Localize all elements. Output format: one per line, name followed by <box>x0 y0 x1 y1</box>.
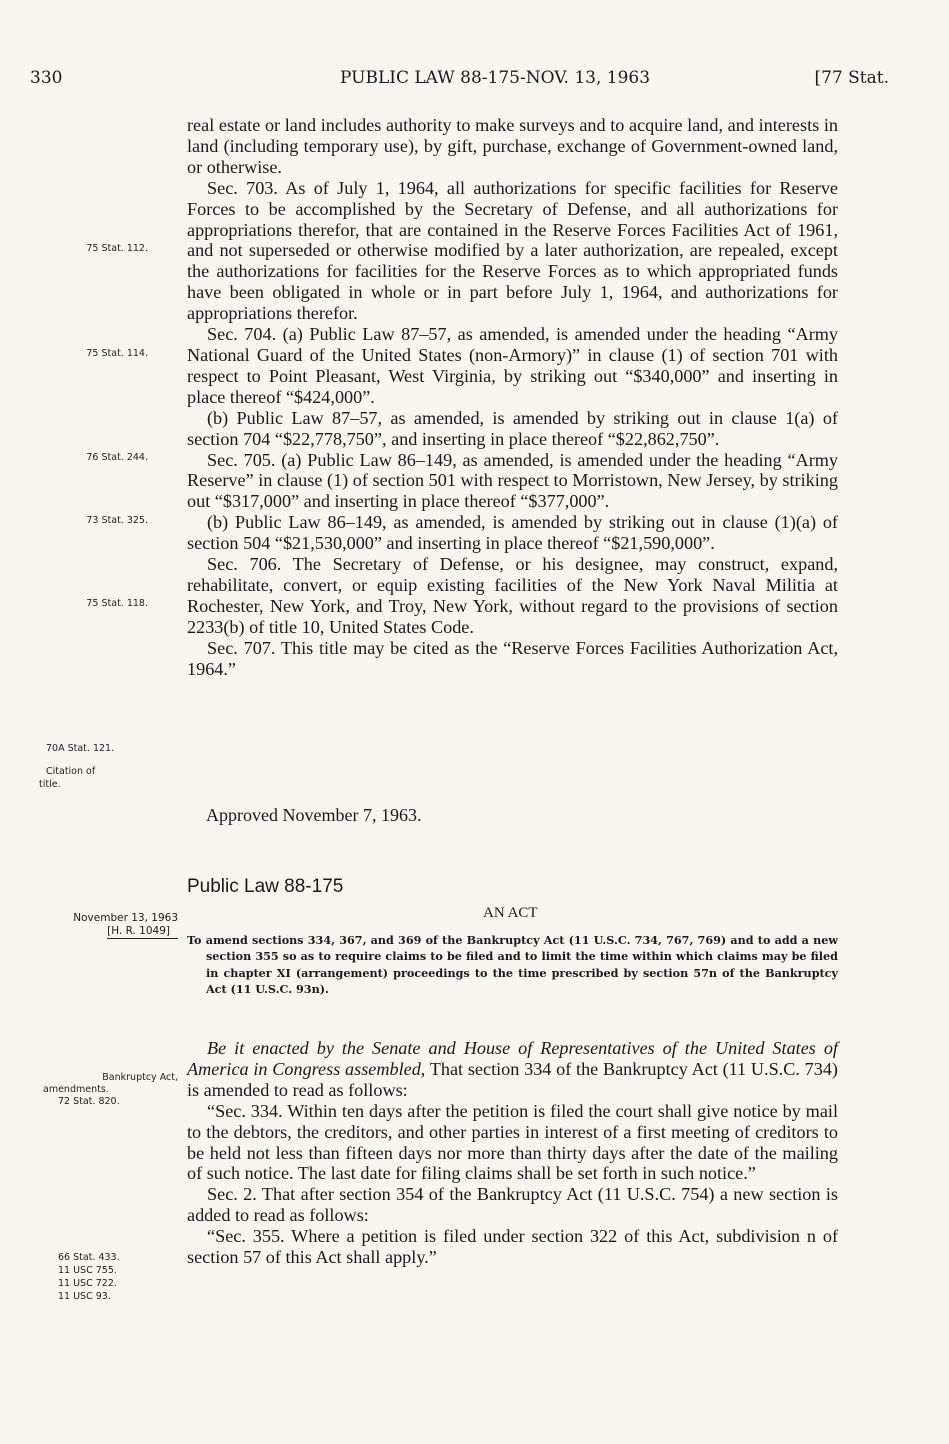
paragraph-sec-705a: Sec. 705. (a) Public Law 86–149, as amended, is amended under the heading “Army Reserve” in clause (1) of section 501 with respect to Morristown, New Jersey, by striking out “$317,000” and inserting in place thereof “$377,000”. <box>187 449 838 512</box>
margin-note: 75 Stat. 118. <box>86 598 148 609</box>
law-title: Public Law 88-175 <box>187 876 344 897</box>
paragraph-sec-334: “Sec. 334. Within ten days after the petition is filed the court shall give notice by mail to the debtors, the creditors, and other parties in interest of a first meeting of creditors to be held not less than fifteen days nor more than thirty days after the date of the mailing of such notice. The last date for filing claims shall be set forth in such notice.” <box>187 1100 838 1184</box>
approval-date: Approved November 7, 1963. <box>206 805 422 825</box>
enacting-text: That section 334 of the Bankruptcy Act (11 U.S.C. 734) is amended to read as follows: <box>187 1058 838 1100</box>
margin-note: 72 Stat. 820. <box>58 1096 120 1107</box>
page-number: 330 <box>30 68 63 88</box>
margin-note: Citation of <box>46 766 96 777</box>
purpose-text: To amend sections 334, 367, and 369 of the Bankruptcy Act (11 U.S.C. 734, 767, 769) and to add a new section 355 so as to require claims to be filed and to limit the time within which claims may be filed in chapter XI (arrangement) proceedings to the time prescribed by section 57n of the Bankruptcy Act (11 U.S.C. 93n). <box>187 933 838 997</box>
enactment-date: November 13, 1963 <box>73 912 178 924</box>
paragraph-sec-703: Sec. 703. As of July 1, 1964, all authorizations for specific facilities for Reserve Forces to be accomplished by the Secretary of Defense, and all authorizations for appropriations therefor, that are contained in the Reserve Forces Facilities Act of 1961, and not superseded or otherwise modified by a later authorization, are repealed, except the authorizations for facilities for the Reserve Forces as to which appropriated funds have been obligated in whole or in part before July 1, 1964, and authorizations for appropriations therefor. <box>187 177 838 324</box>
paragraph-sec-704b: (b) Public Law 87–57, as amended, is amended by striking out in clause 1(a) of section 704 “$22,778,750”, and inserting in place thereof “$22,862,750”. <box>187 407 838 449</box>
enacting-formula: Be it enacted by the Senate and House of Representatives of the United States of America in Congress assembled, <box>187 1038 838 1079</box>
page-header <box>30 68 889 92</box>
paragraph-sec-355: “Sec. 355. Where a petition is filed under section 322 of this Act, subdivision n of section 57 of this Act shall apply.” <box>187 1226 838 1268</box>
margin-note: Bankruptcy Act, <box>102 1072 178 1083</box>
margin-note: 11 USC 93. <box>58 1291 111 1302</box>
an-act-heading: AN ACT <box>483 905 538 921</box>
paragraph-sec-2: Sec. 2. That after section 354 of the Bankruptcy Act (11 U.S.C. 754) a new section is added to read as follows: <box>187 1184 838 1226</box>
margin-note: 70A Stat. 121. <box>46 743 115 754</box>
act-purpose <box>187 932 838 998</box>
margin-note: title. <box>39 779 61 790</box>
paragraph-sec-705b: (b) Public Law 86–149, as amended, is amended by striking out in clause (1)(a) of section 504 “$21,530,000” and inserting in place thereof “$21,590,000”. <box>187 512 838 554</box>
margin-note: 11 USC 722. <box>58 1278 117 1289</box>
section-continued-text <box>187 115 838 679</box>
margin-note: 66 Stat. 433. <box>58 1252 120 1263</box>
paragraph: real estate or land includes authority to make surveys and to acquire land, and interests in land (including temporary use), by gift, purchase, exchange of Government-owned land, or otherwise. <box>187 115 838 177</box>
paragraph-sec-704a: Sec. 704. (a) Public Law 87–57, as amended, is amended under the heading “Army National Guard of the United States (non-Armory)” in clause (1) of section 701 with respect to Point Pleasant, West Virginia, by striking out “$340,000” and inserting in place thereof “$424,000”. <box>187 324 838 407</box>
margin-note: 76 Stat. 244. <box>86 452 148 463</box>
bill-number: [H. R. 1049] <box>107 925 178 939</box>
enactment-date-note <box>30 912 178 939</box>
enacting-clause <box>187 1038 838 1101</box>
margin-note: 75 Stat. 114. <box>86 348 148 359</box>
running-title: PUBLIC LAW 88-175-NOV. 13, 1963 <box>340 68 651 88</box>
margin-note: 11 USC 755. <box>58 1265 117 1276</box>
statute-volume: [77 Stat. <box>814 68 889 88</box>
act-body <box>187 1038 838 1268</box>
margin-note: 73 Stat. 325. <box>86 515 148 526</box>
margin-note: amendments. <box>43 1084 109 1095</box>
margin-note: 75 Stat. 112. <box>86 243 148 254</box>
paragraph-sec-707: Sec. 707. This title may be cited as the “Reserve Forces Facilities Authorization Act, 1964.” <box>187 637 838 679</box>
paragraph-sec-706: Sec. 706. The Secretary of Defense, or his designee, may construct, expand, rehabilitate, convert, or equip existing facilities of the New York Naval Militia at Rochester, New York, and Troy, New York, without regard to the provisions of section 2233(b) of title 10, United States Code. <box>187 554 838 637</box>
